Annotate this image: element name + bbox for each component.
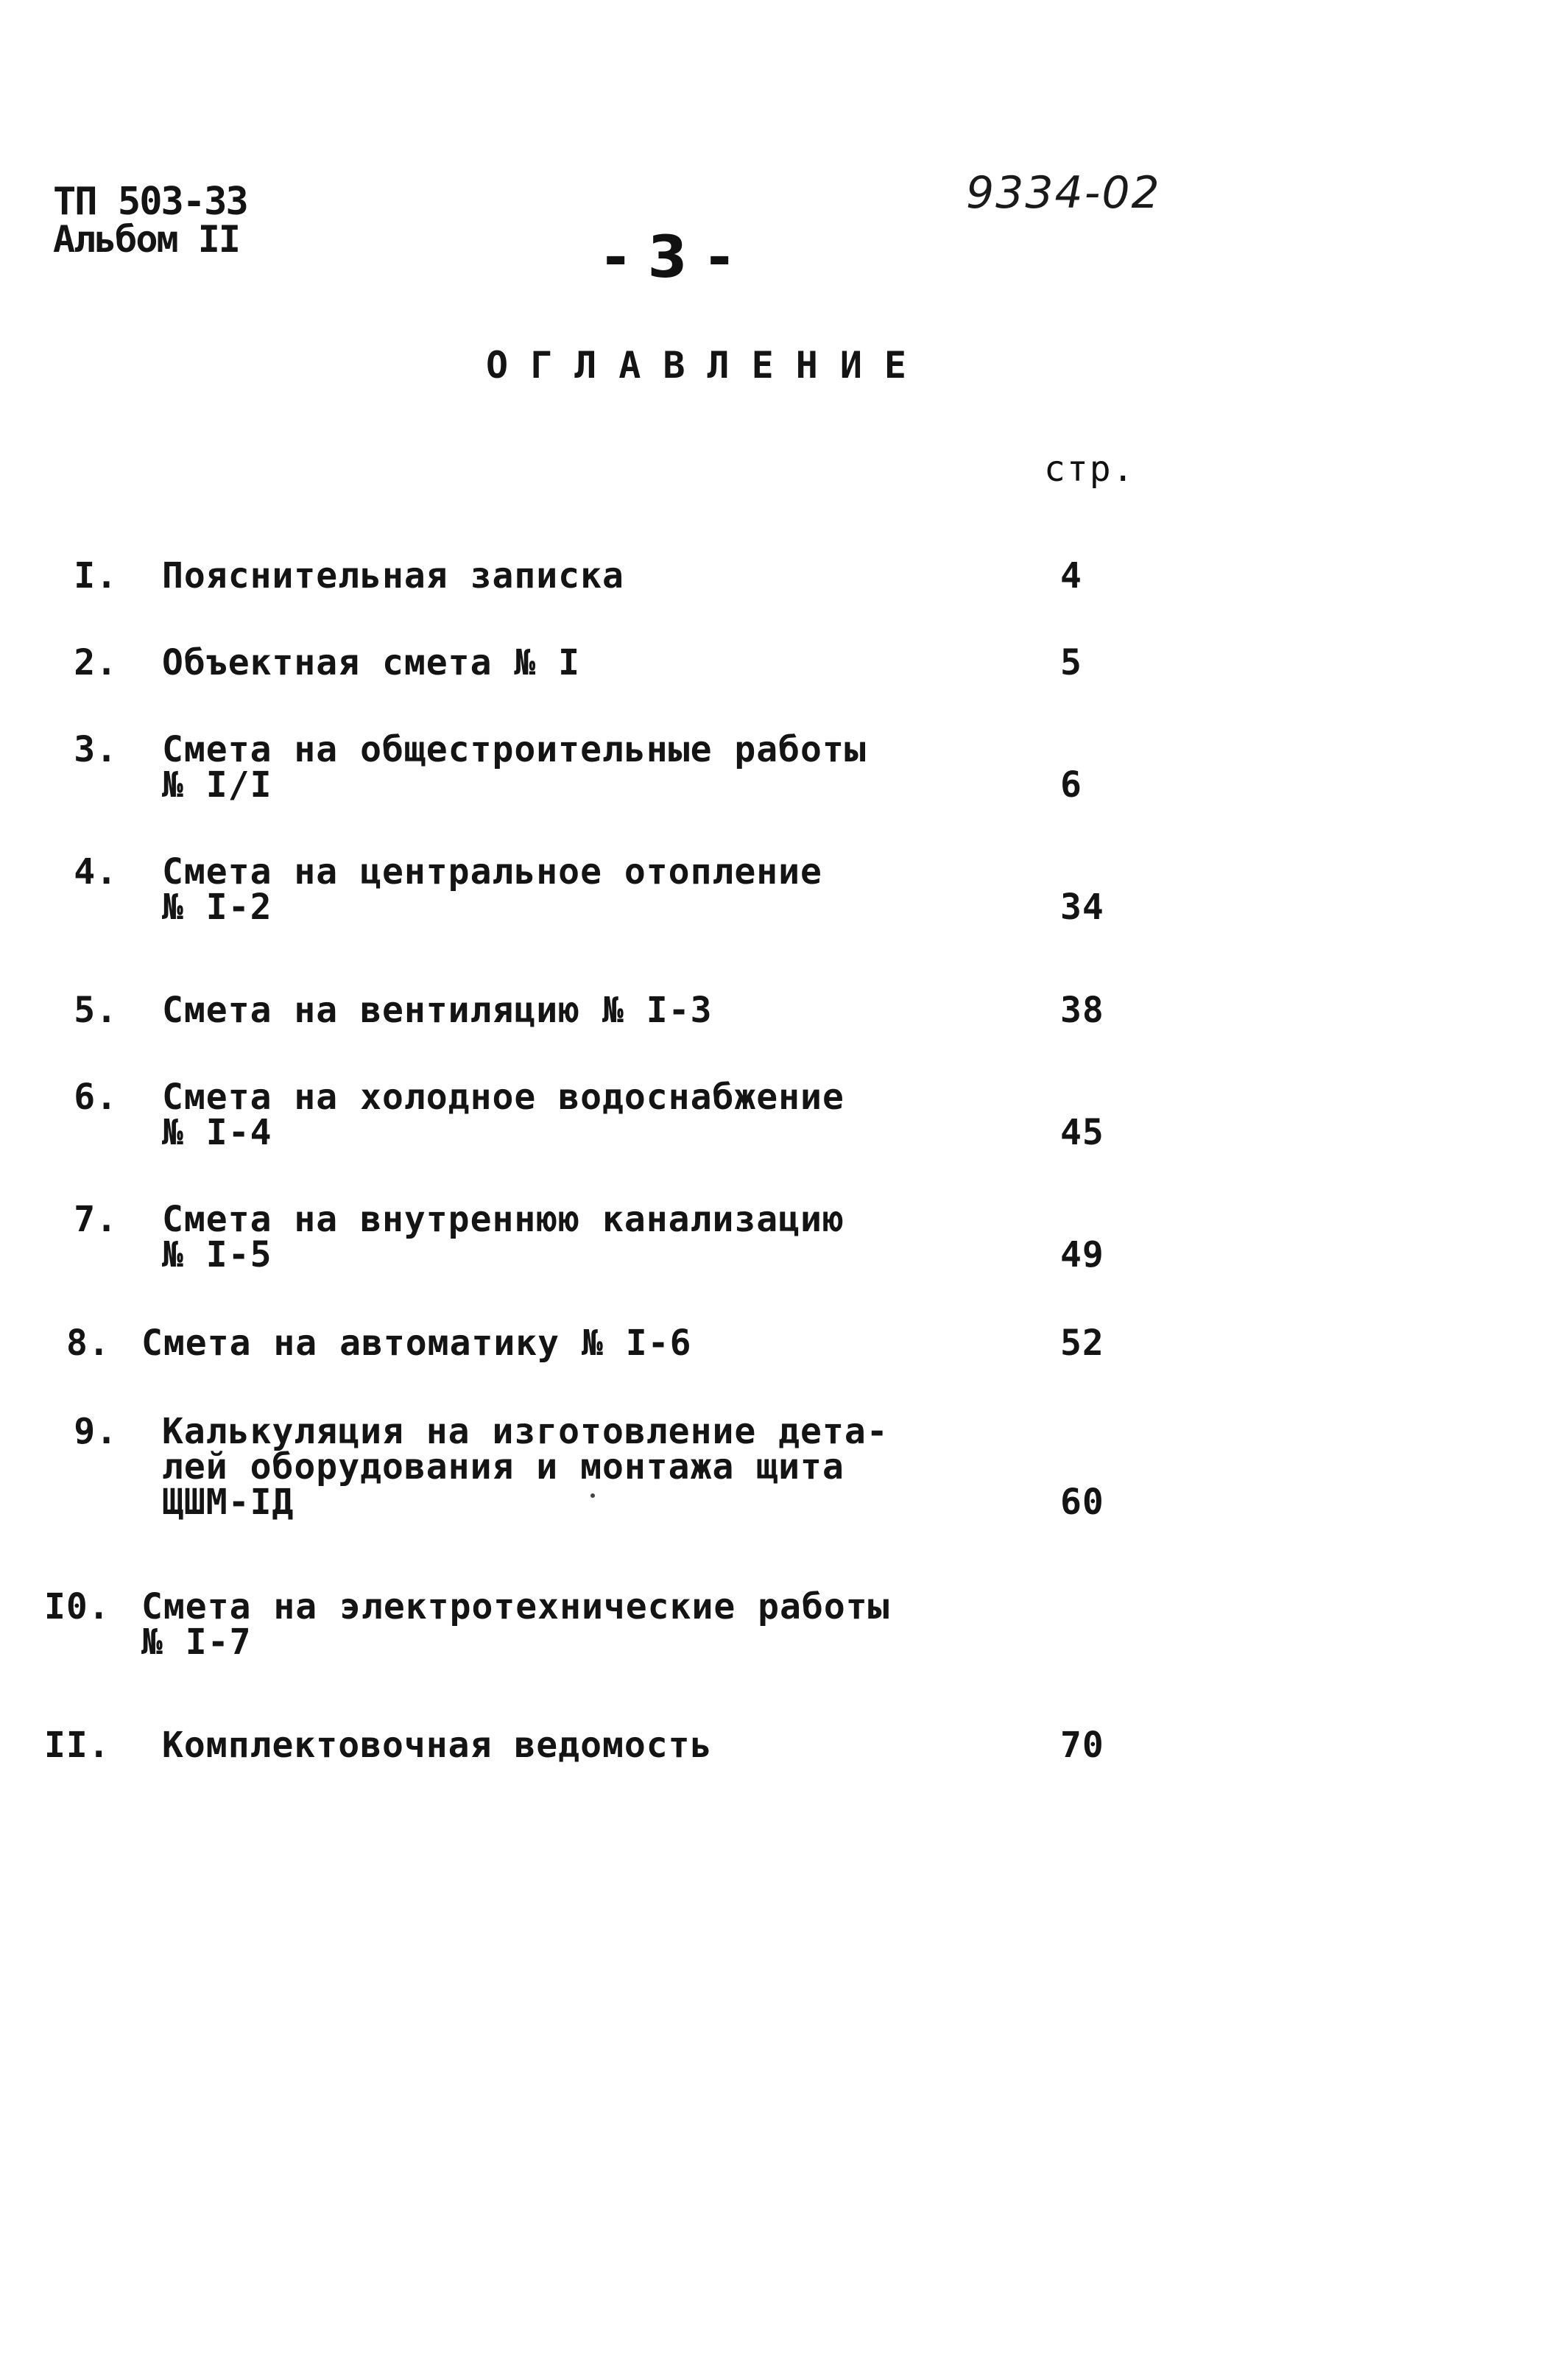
entry-title: Смета на вентиляцию № I-3 (162, 990, 713, 1031)
entry-page: 70 (1060, 1725, 1104, 1766)
entry-number: 4. (74, 851, 118, 892)
entry-number: I. (74, 555, 118, 596)
document-code: ТП 503-33 (53, 180, 247, 224)
entry-page: 38 (1060, 990, 1104, 1031)
entry-number: 8. (66, 1323, 110, 1364)
page-column-label: стр. (1044, 448, 1135, 490)
entry-page: 45 (1060, 1112, 1104, 1153)
entry-title: Смета на общестроительные работы № I/I (162, 729, 867, 806)
entry-page: 6 (1060, 764, 1082, 806)
entry-page: 5 (1060, 642, 1082, 683)
entry-page: 60 (1060, 1482, 1104, 1523)
entry-title: Смета на внутреннюю канализацию № I-5 (162, 1199, 845, 1275)
entry-title: Смета на электротехнические работы № I-7 (141, 1586, 890, 1663)
entry-number: 6. (74, 1077, 118, 1118)
entry-number: I0. (44, 1586, 110, 1627)
entry-page: 34 (1060, 887, 1104, 928)
entry-page: 4 (1060, 555, 1082, 596)
album-label: Альбом II (53, 218, 239, 261)
entry-page: 52 (1060, 1323, 1104, 1364)
entry-page: 49 (1060, 1234, 1104, 1275)
handwritten-archive-code: 9334-02 (966, 167, 1161, 219)
entry-number: 7. (74, 1199, 118, 1240)
page-number: - 3 - (604, 225, 732, 291)
entry-title: Смета на автоматику № I-6 (141, 1323, 692, 1364)
entry-title: Калькуляция на изготовление дета- лей оборудования и монтажа щита ЩШМ-IД (162, 1411, 889, 1523)
entry-number: II. (44, 1725, 110, 1766)
scan-speck (590, 1493, 595, 1498)
entry-number: 9. (74, 1411, 118, 1452)
entry-title: Объектная смета № I (162, 642, 581, 683)
toc-title: ОГЛАВЛЕНИЕ (486, 344, 929, 387)
entry-number: 5. (74, 990, 118, 1031)
entry-title: Пояснительная записка (162, 555, 624, 596)
entry-title: Смета на центральное отопление № I-2 (162, 851, 822, 928)
entry-title: Смета на холодное водоснабжение № I-4 (162, 1077, 845, 1153)
entry-number: 3. (74, 729, 118, 770)
entry-number: 2. (74, 642, 118, 683)
entry-title: Комплектовочная ведомость (162, 1725, 713, 1766)
